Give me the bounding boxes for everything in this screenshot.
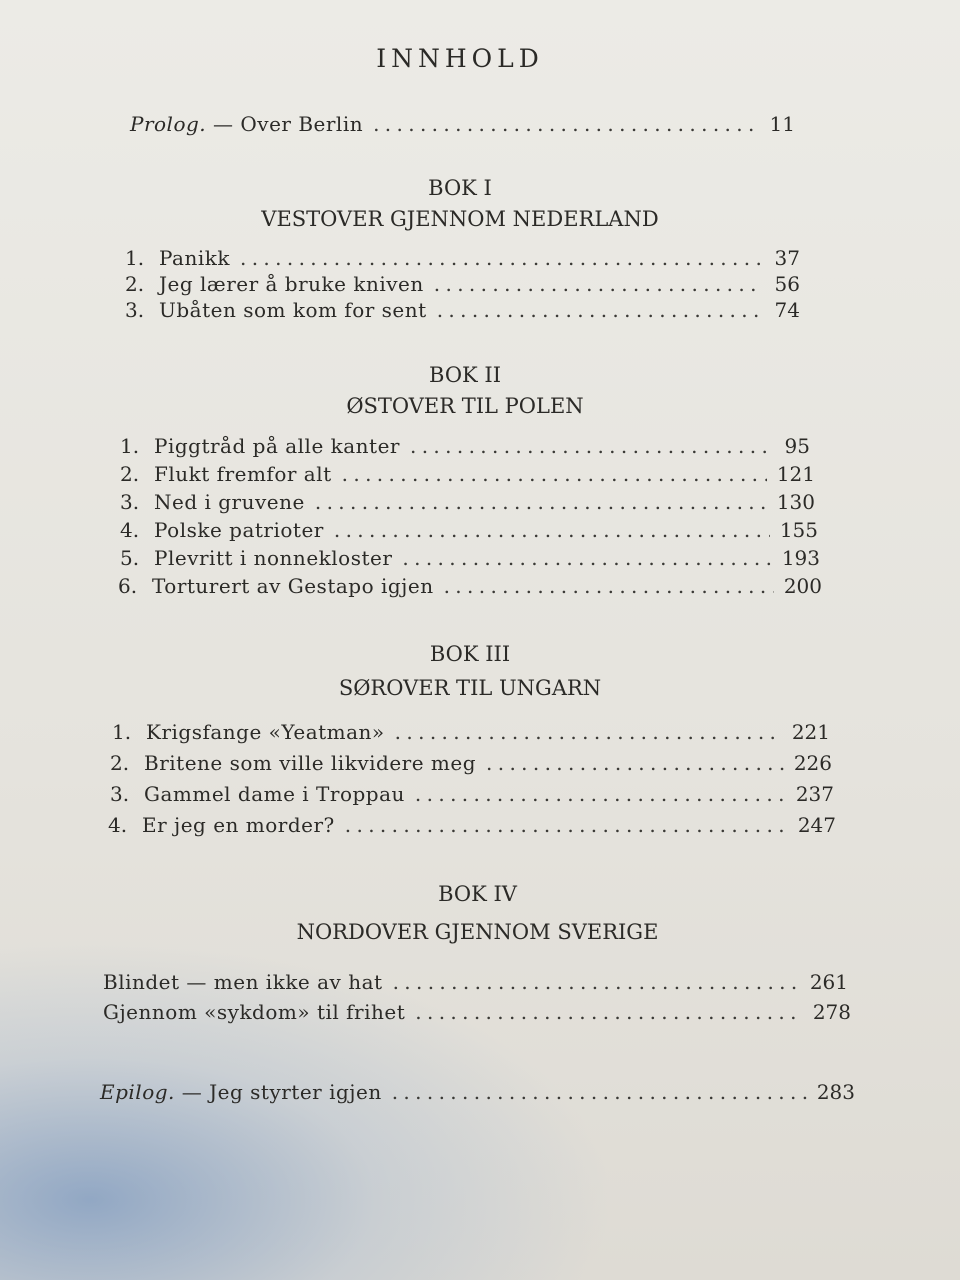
chapter-title: Panikk: [159, 246, 230, 270]
chapter-title: Krigsfange «Yeatman»: [146, 720, 385, 744]
toc-entry-prolog: [130, 112, 795, 140]
chapter-number: 1.: [125, 246, 145, 270]
toc-entry-epilog: [100, 1080, 855, 1108]
toc-page-number: 74: [774, 298, 800, 322]
chapter-number: 2.: [110, 751, 130, 775]
toc-entry-label: [130, 112, 363, 136]
chapter-title: Piggtråd på alle kanter: [154, 434, 400, 458]
toc-page-number: 37: [774, 246, 800, 270]
leader-dots: [395, 720, 782, 744]
toc-page-number: 56: [774, 272, 800, 296]
toc-page-number: 237: [795, 782, 834, 806]
leader-dots: [240, 246, 760, 270]
chapter-number: 3.: [125, 298, 145, 322]
chapter-title: Ned i gruvene: [154, 490, 305, 514]
chapter-number: 1.: [112, 720, 132, 744]
toc-entry: [118, 574, 822, 602]
book-3-subtitle: SØROVER TIL UNGARN: [338, 676, 602, 700]
chapter-title: Torturert av Gestapo igjen: [152, 574, 434, 598]
toc-entry: [125, 298, 800, 326]
chapter-number: 4.: [120, 518, 140, 542]
chapter-title: Polske patrioter: [154, 518, 324, 542]
epilog-label-rest: — Jeg styrter igjen: [181, 1080, 382, 1104]
chapter-title: Blindet — men ikke av hat: [103, 970, 383, 994]
toc-entry: [103, 1000, 851, 1028]
chapter-number: 1.: [120, 434, 140, 458]
book-1-heading: BOK I: [428, 176, 492, 200]
chapter-title: Britene som ville likvidere meg: [144, 751, 477, 775]
chapter-number: 2.: [120, 462, 140, 486]
chapter-number: 6.: [118, 574, 138, 598]
toc-page-number: 130: [776, 490, 815, 514]
toc-page-number: 11: [769, 112, 795, 136]
toc-entry: [120, 490, 815, 518]
leader-dots: [415, 782, 786, 806]
toc-entry: [125, 246, 800, 274]
book-1-subtitle: VESTOVER GJENNOM NEDERLAND: [261, 207, 659, 231]
leader-dots: [486, 751, 784, 775]
epilog-label-italic: Epilog.: [100, 1080, 175, 1104]
leader-dots: [345, 813, 788, 837]
toc-page-number: 261: [809, 970, 848, 994]
leader-dots: [373, 112, 755, 136]
chapter-number: 3.: [110, 782, 130, 806]
leader-dots: [342, 462, 767, 486]
leader-dots: [334, 518, 770, 542]
leader-dots: [392, 1080, 807, 1104]
book-2-subtitle: ØSTOVER TIL POLEN: [346, 394, 584, 418]
leader-dots: [393, 970, 800, 994]
chapter-title: Plevritt i nonnekloster: [154, 546, 393, 570]
toc-page-number: 155: [779, 518, 818, 542]
book-2-heading: BOK II: [429, 363, 501, 387]
toc-entry: [108, 813, 836, 841]
leader-dots: [402, 546, 771, 570]
toc-entry: [120, 462, 815, 490]
leader-dots: [315, 490, 767, 514]
leader-dots: [437, 298, 760, 322]
toc-page-number: 278: [812, 1000, 851, 1024]
toc-entry: [120, 434, 810, 462]
toc-entry: [125, 272, 800, 300]
book-3-heading: BOK III: [429, 642, 511, 666]
chapter-title: Ubåten som kom for sent: [159, 298, 427, 322]
toc-page-number: 200: [783, 574, 822, 598]
prolog-label-rest: — Over Berlin: [213, 112, 364, 136]
toc-page-number: 193: [781, 546, 820, 570]
toc-entry: [103, 970, 848, 998]
toc-entry: [120, 546, 820, 574]
toc-entry: [112, 720, 830, 748]
chapter-number: 4.: [108, 813, 128, 837]
toc-entry: [120, 518, 818, 546]
leader-dots: [415, 1000, 803, 1024]
chapter-number: 3.: [120, 490, 140, 514]
chapter-title: Gjennom «sykdom» til frihet: [103, 1000, 406, 1024]
chapter-title: Jeg lærer å bruke kniven: [159, 272, 424, 296]
book-4-heading: BOK IV: [438, 882, 517, 906]
prolog-label-italic: Prolog.: [130, 112, 207, 136]
leader-dots: [410, 434, 770, 458]
chapter-title: Gammel dame i Troppau: [144, 782, 405, 806]
book-4-subtitle: NORDOVER GJENNOM SVERIGE: [296, 920, 659, 944]
chapter-title: Er jeg en morder?: [142, 813, 335, 837]
chapter-number: 2.: [125, 272, 145, 296]
toc-page-number: 247: [797, 813, 836, 837]
toc-entry: [110, 751, 832, 779]
toc-page-number: 95: [784, 434, 810, 458]
toc-page-number: 121: [776, 462, 815, 486]
chapter-title: Flukt fremfor alt: [154, 462, 332, 486]
toc-page-number: 221: [791, 720, 830, 744]
toc-entry: [110, 782, 834, 810]
leader-dots: [444, 574, 774, 598]
toc-entry-label: [100, 1080, 382, 1104]
leader-dots: [434, 272, 760, 296]
toc-page-number: 226: [793, 751, 832, 775]
toc-page-number: 283: [816, 1080, 855, 1104]
chapter-number: 5.: [120, 546, 140, 570]
page-title: INNHOLD: [376, 44, 544, 73]
